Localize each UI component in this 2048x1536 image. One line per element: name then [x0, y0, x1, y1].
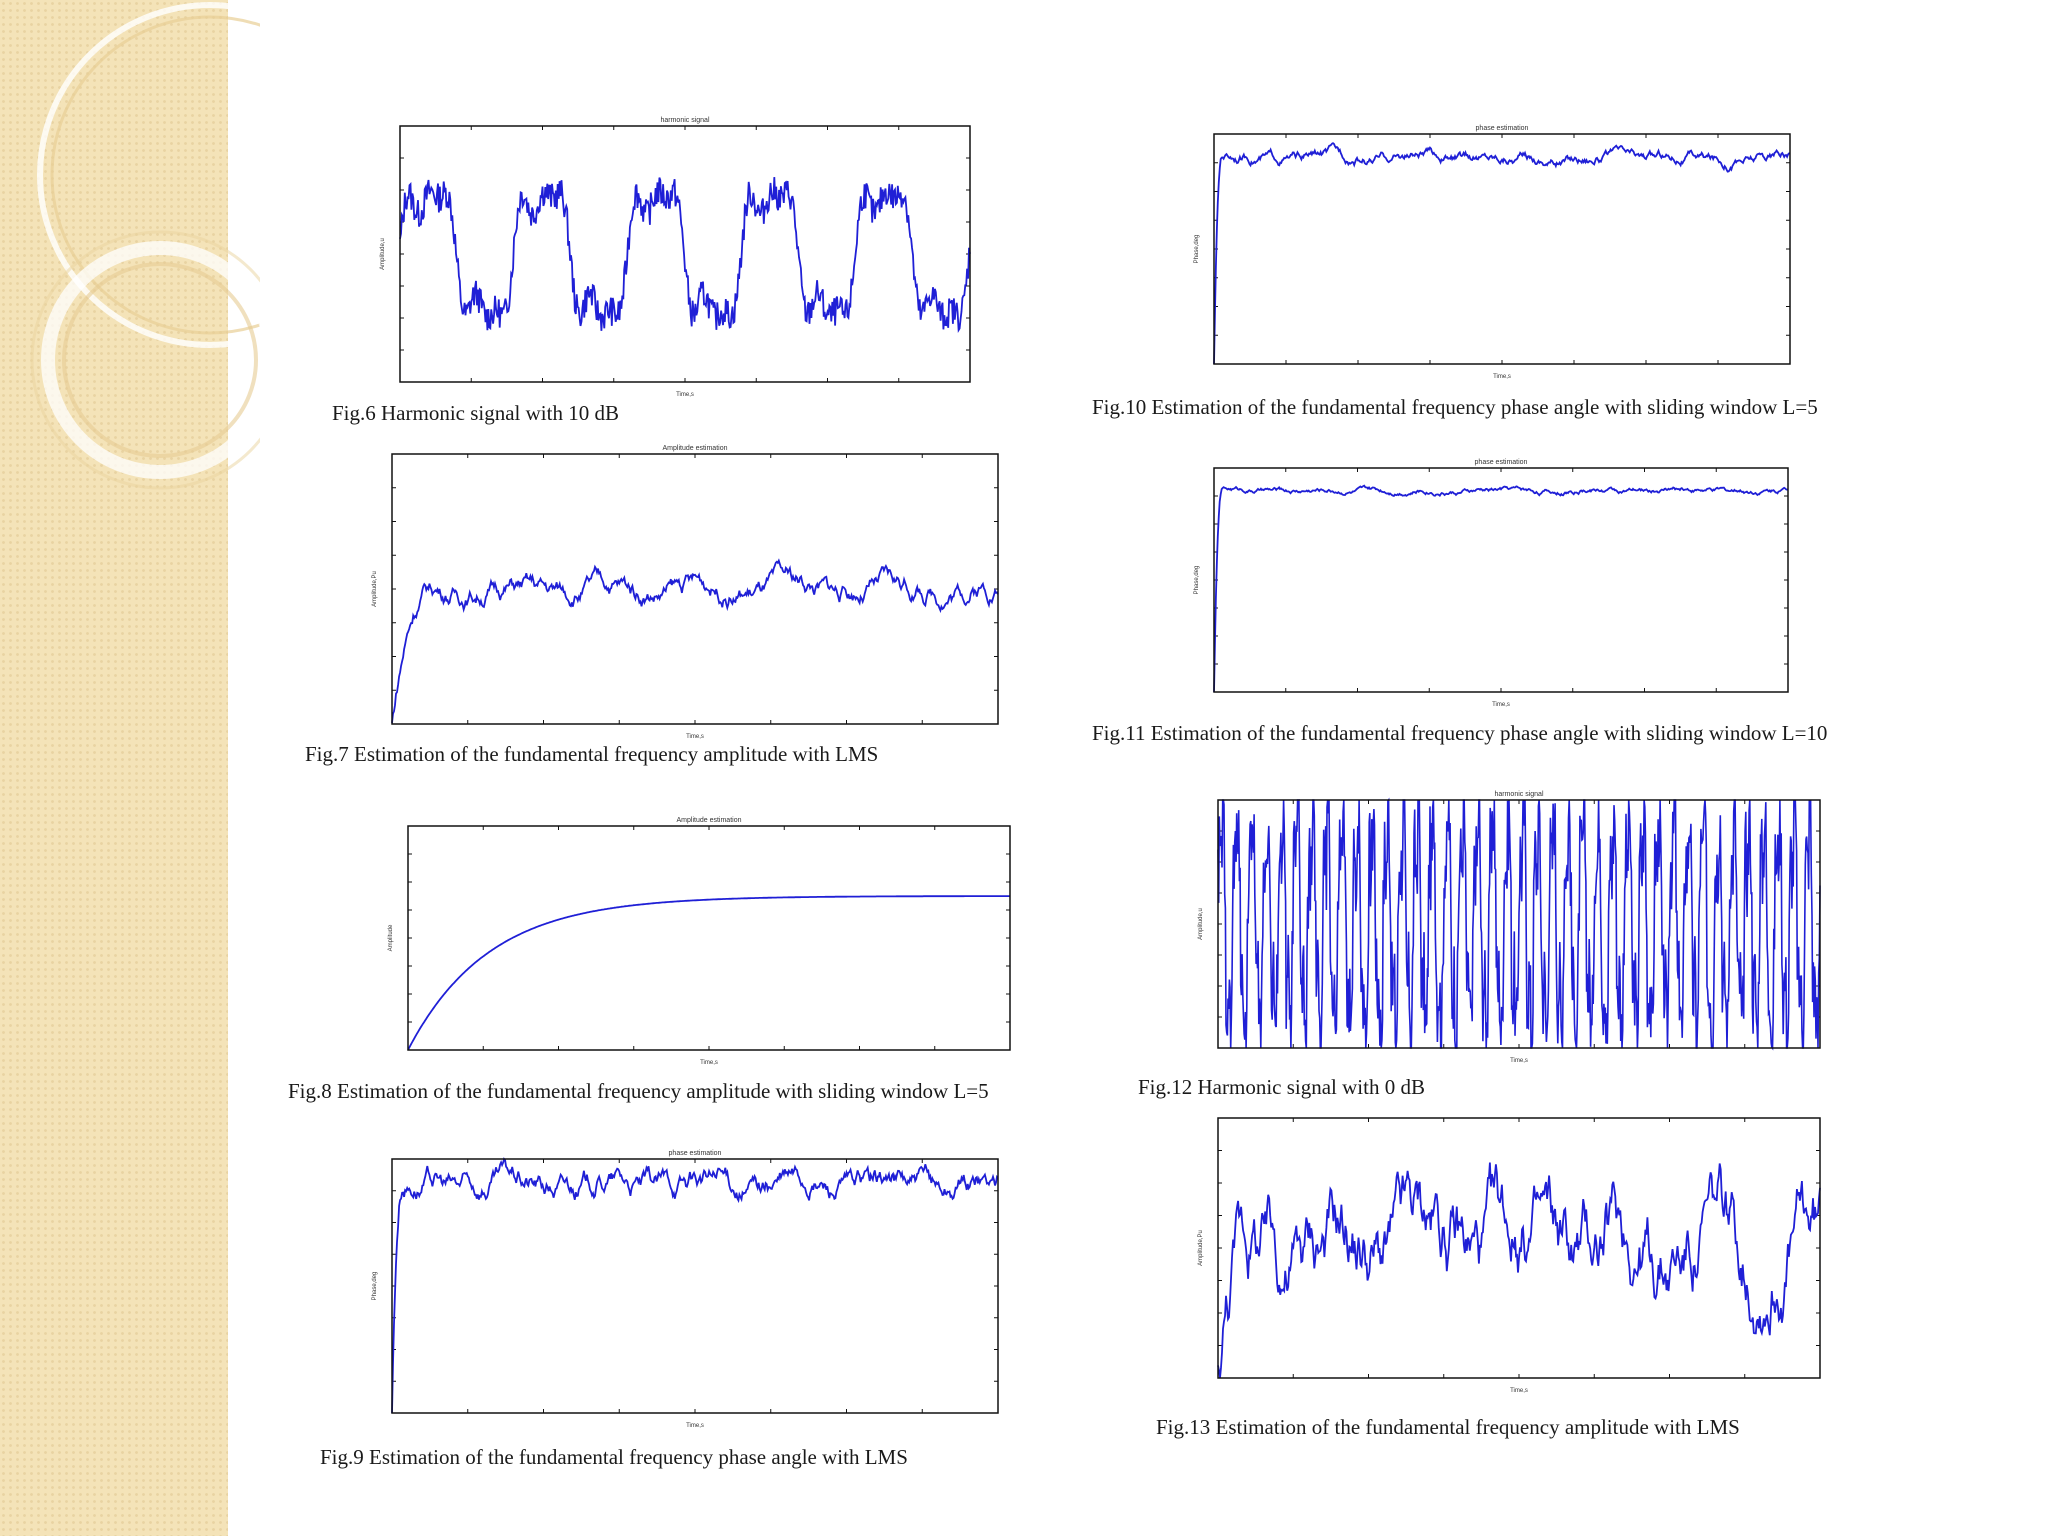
- y-axis-label: Amplitude: [388, 924, 394, 952]
- chart-title: harmonic signal: [660, 117, 710, 124]
- y-axis-label: Amplitude,Pu: [1198, 1230, 1204, 1266]
- x-axis-label: Time,s: [686, 1423, 704, 1429]
- chart-title: phase estimation: [1474, 459, 1528, 466]
- decorative-rings: [0, 0, 260, 560]
- chart-title: Amplitude estimation: [676, 817, 742, 824]
- series-line: [1214, 486, 1788, 692]
- x-axis-label: Time,s: [1492, 702, 1510, 708]
- figure-7: [360, 438, 1010, 738]
- figure-11: [1170, 452, 1800, 708]
- caption-fig10: Fig.10 Estimation of the fundamental frequency phase angle with sliding window L=5: [1092, 395, 1818, 419]
- caption-fig7: Fig.7 Estimation of the fundamental frequency amplitude with LMS: [305, 742, 879, 766]
- y-axis-label: Phase,deg: [1194, 234, 1200, 264]
- caption-fig12: Fig.12 Harmonic signal with 0 dB: [1138, 1075, 1425, 1099]
- caption-fig8: Fig.8 Estimation of the fundamental frequency amplitude with sliding window L=5: [288, 1079, 989, 1103]
- chart-title: Amplitude estimation: [662, 445, 728, 452]
- series-line: [392, 1159, 998, 1413]
- series-line: [392, 561, 998, 723]
- figure-6: [360, 112, 1020, 408]
- figure-12: [1170, 786, 1830, 1076]
- y-axis-label: Phase,deg: [372, 1271, 378, 1301]
- chart-fig11: [1170, 452, 1800, 708]
- y-axis-label: Amplitude,Pu: [372, 571, 378, 607]
- chart-fig9: [360, 1145, 1010, 1429]
- x-axis-label: Time,s: [686, 734, 704, 740]
- y-axis-label: Amplitude,u: [1198, 908, 1204, 940]
- chart-fig8: [360, 810, 1020, 1080]
- caption-fig6: Fig.6 Harmonic signal with 10 dB: [332, 401, 619, 425]
- plot-frame: [1218, 1118, 1820, 1378]
- chart-title: harmonic signal: [1494, 791, 1544, 798]
- plot-frame: [400, 126, 970, 382]
- chart-title: phase estimation: [668, 1150, 722, 1157]
- figure-10: [1170, 120, 1800, 380]
- x-axis-label: Time,s: [700, 1060, 718, 1066]
- figure-9: [360, 1145, 1010, 1429]
- chart-fig13: [1170, 1110, 1830, 1400]
- chart-fig7: [360, 438, 1010, 738]
- plot-frame: [1214, 468, 1788, 692]
- series-line: [1214, 143, 1790, 364]
- chart-title: phase estimation: [1475, 125, 1529, 132]
- x-axis-label: Time,s: [676, 392, 694, 398]
- chart-fig12: [1170, 786, 1830, 1076]
- x-axis-label: Time,s: [1510, 1058, 1528, 1064]
- plot-frame: [392, 1159, 998, 1413]
- chart-fig10: [1170, 120, 1800, 380]
- series-line: [1218, 800, 1820, 1048]
- y-axis-label: Amplitude,u: [380, 238, 386, 270]
- figure-13: [1170, 1110, 1830, 1400]
- sidebar-decoration: [0, 0, 228, 1536]
- plot-frame: [408, 826, 1010, 1050]
- figure-8: [360, 810, 1020, 1080]
- caption-fig9: Fig.9 Estimation of the fundamental frequency phase angle with LMS: [320, 1445, 908, 1469]
- chart-fig6: [360, 112, 1020, 408]
- x-axis-label: Time,s: [1493, 374, 1511, 380]
- caption-fig13: Fig.13 Estimation of the fundamental frequency amplitude with LMS: [1156, 1415, 1740, 1439]
- caption-fig11: Fig.11 Estimation of the fundamental frequency phase angle with sliding window L=10: [1092, 721, 1828, 745]
- y-axis-label: Phase,deg: [1194, 565, 1200, 595]
- series-line: [408, 896, 1010, 1050]
- x-axis-label: Time,s: [1510, 1388, 1528, 1394]
- series-line: [400, 177, 970, 331]
- series-line: [1218, 1163, 1820, 1379]
- plot-frame: [1214, 134, 1790, 364]
